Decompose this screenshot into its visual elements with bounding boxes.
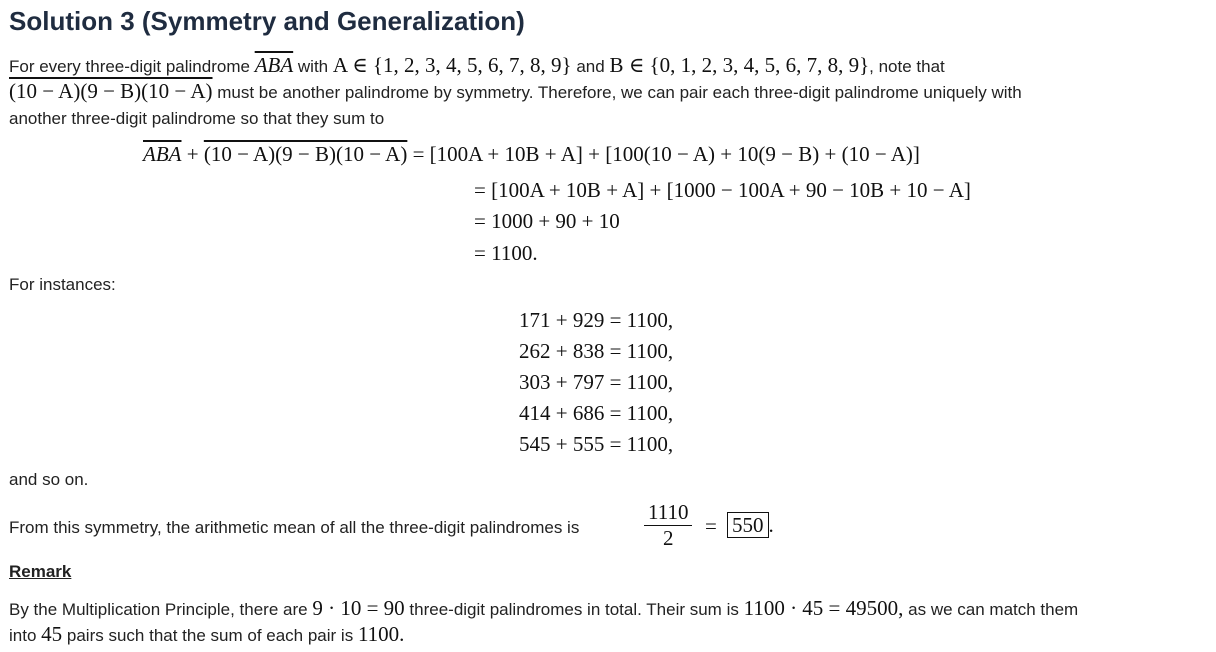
- mean-equals: =: [705, 514, 717, 538]
- fraction-numerator: 1110: [648, 500, 689, 524]
- remark-text-2: three-digit palindromes in total. Their sum is: [409, 600, 739, 619]
- remark-text-1: By the Multiplication Principle, there are: [9, 600, 308, 619]
- page-title: Solution 3 (Symmetry and Generalization): [9, 6, 525, 36]
- mean-answer-row: [727, 513, 774, 538]
- mean-text: From this symmetry, the arithmetic mean of all the three-digit palindromes is: [9, 518, 580, 537]
- intro-text-4: , note that: [869, 57, 945, 76]
- fraction-denominator: 2: [644, 525, 692, 551]
- and-so-on: and so on.: [9, 470, 89, 489]
- intro-line-1: [9, 52, 945, 80]
- remark-math-2: 1100 · 45 = 49500,: [743, 596, 904, 620]
- intro-line-2: [9, 78, 1022, 106]
- instances-label: For instances:: [9, 275, 116, 294]
- equation-rhs-1: = [100A + 10B + A] + [100(10 − A) + 10(9 − B) + (10 − A)]: [412, 142, 920, 166]
- remark-text-3: as we can match them: [908, 600, 1079, 619]
- intro-text-1: For every three-digit palindrome: [9, 57, 250, 76]
- instance-row: 414 + 686 = 1100,: [519, 401, 674, 425]
- remark-line-1: [9, 595, 1078, 623]
- remark-math-4: 1100.: [357, 622, 405, 646]
- remark-line-2: [9, 621, 404, 649]
- remark-heading: Remark: [9, 562, 72, 581]
- set-b: B ∈ {0, 1, 2, 3, 4, 5, 6, 7, 8, 9}: [609, 53, 870, 77]
- equation-line-3: = 1000 + 90 + 10: [474, 209, 620, 233]
- equation-mirror: (10 − A)(9 − B)(10 − A): [203, 142, 408, 166]
- instance-row: 171 + 929 = 1100,: [519, 308, 674, 332]
- intro-line-3: [9, 106, 384, 132]
- boxed-answer: 550: [727, 512, 769, 538]
- mean-period: .: [768, 513, 774, 537]
- aba-overline: $\overline{ABA}$: [254, 53, 294, 77]
- equation-line-1: [143, 142, 920, 167]
- intro-text-2: with: [297, 57, 329, 76]
- intro-text-6: another three-digit palindrome so that they sum to: [9, 109, 385, 128]
- intro-text-5: must be another palindrome by symmetry. Therefore, we can pair each three-digit palindrome uniquely with: [217, 83, 1022, 102]
- equation-aba: $\overline{ABA}$: [143, 142, 182, 166]
- mirror-expression: (10 − A)(9 − B)(10 − A): [9, 79, 213, 103]
- equation-line-4: = 1100.: [474, 241, 538, 265]
- instance-row: 262 + 838 = 1100,: [519, 339, 674, 363]
- fraction: [644, 500, 692, 551]
- instance-row: 545 + 555 = 1100,: [519, 432, 674, 456]
- mean-fraction: [644, 500, 692, 551]
- intro-text-3: and: [576, 57, 605, 76]
- remark-math-1: 9 · 10 = 90: [312, 596, 405, 620]
- equation-line-2: = [100A + 10B + A] + [1000 − 100A + 90 − 10B + 10 − A]: [474, 178, 971, 202]
- remark-text-5: pairs such that the sum of each pair is: [66, 626, 354, 645]
- remark-math-3: 45: [41, 622, 63, 646]
- remark-text-4: into: [9, 626, 37, 645]
- equation-plus: +: [181, 142, 204, 166]
- set-a: A ∈ {1, 2, 3, 4, 5, 6, 7, 8, 9}: [332, 53, 572, 77]
- instance-row: 303 + 797 = 1100,: [519, 370, 674, 394]
